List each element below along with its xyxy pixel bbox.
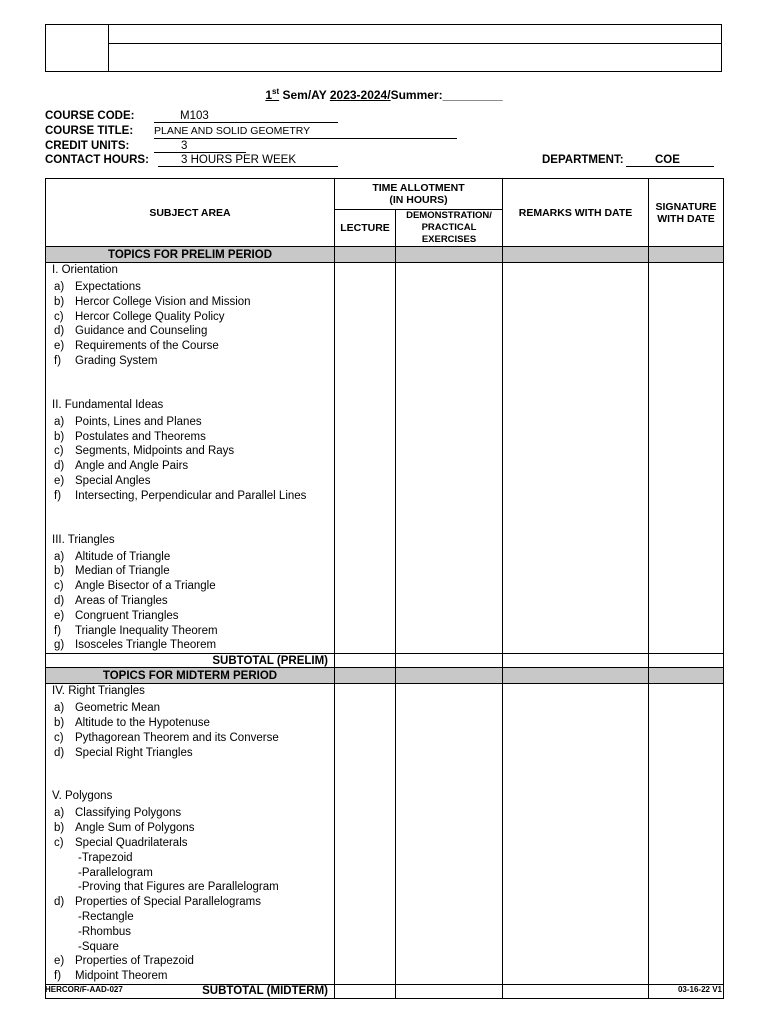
topic-letter: c) bbox=[54, 310, 64, 323]
topic-item bbox=[46, 836, 334, 851]
topic-item bbox=[46, 564, 334, 579]
topic-letter: e) bbox=[54, 609, 65, 622]
topic-text: Postulates and Theorems bbox=[75, 430, 206, 443]
topic-letter: d) bbox=[54, 746, 65, 759]
topic-item bbox=[46, 701, 334, 716]
topic-letter: a) bbox=[54, 550, 65, 563]
course-title-value: PLANE AND SOLID GEOMETRY bbox=[154, 125, 457, 139]
midterm-topics-cell bbox=[46, 684, 335, 985]
topic-letter: b) bbox=[54, 822, 65, 835]
time-allotment-header: TIME ALLOTMENT (IN HOURS) bbox=[335, 179, 503, 210]
topic-item bbox=[46, 579, 334, 594]
topic-letter: e) bbox=[54, 955, 65, 968]
topic-text: Altitude of Triangle bbox=[75, 550, 171, 563]
topic-text: Special Angles bbox=[75, 474, 151, 487]
subtopic-item: -Rectangle bbox=[78, 910, 134, 923]
topic-item bbox=[46, 550, 334, 565]
topic-text: Altitude to the Hypotenuse bbox=[75, 716, 210, 729]
topic-text: Congruent Triangles bbox=[75, 609, 179, 622]
topic-letter: d) bbox=[54, 325, 65, 338]
topic-text: Properties of Special Parallelograms bbox=[75, 896, 262, 909]
credit-units-value: 3 bbox=[154, 140, 246, 153]
contact-hours-value: 3 HOURS PER WEEK bbox=[158, 154, 338, 167]
subtopic-item: -Rhombus bbox=[78, 925, 132, 938]
topic-text: Special Right Triangles bbox=[75, 746, 193, 759]
topic-item bbox=[46, 354, 334, 369]
prelim-subtotal-row bbox=[46, 654, 724, 668]
department-label: DEPARTMENT: bbox=[542, 154, 624, 166]
topic-letter: d) bbox=[54, 460, 65, 473]
section-title: III. Triangles bbox=[52, 533, 115, 546]
department-value: COE bbox=[626, 154, 714, 167]
topic-text: Requirements of the Course bbox=[75, 340, 219, 353]
topic-text: Hercor College Vision and Mission bbox=[75, 295, 251, 308]
topic-item bbox=[46, 638, 334, 653]
section-title: V. Polygons bbox=[52, 790, 113, 803]
topic-letter: b) bbox=[54, 295, 65, 308]
topic-item bbox=[46, 280, 334, 295]
topic-item bbox=[46, 295, 334, 310]
subtopic-item: -Proving that Figures are Parallelogram bbox=[78, 881, 279, 894]
topic-letter: e) bbox=[54, 474, 65, 487]
topic-letter: d) bbox=[54, 896, 65, 909]
topic-item bbox=[46, 444, 334, 459]
subtopic-item: -Square bbox=[78, 940, 119, 953]
topic-letter: b) bbox=[54, 565, 65, 578]
contact-hours-label: CONTACT HOURS: bbox=[45, 154, 149, 166]
topic-letter: f) bbox=[54, 624, 62, 637]
topic-item bbox=[46, 474, 334, 489]
form-version: 03-16-22 V1 bbox=[677, 985, 722, 994]
signature-header: SIGNATURE WITH DATE bbox=[649, 179, 724, 247]
topic-item bbox=[46, 430, 334, 445]
topic-text: Median of Triangle bbox=[75, 565, 170, 578]
topic-letter: a) bbox=[54, 281, 65, 293]
topic-letter: b) bbox=[54, 716, 65, 729]
topic-item bbox=[46, 954, 334, 969]
topic-text: Geometric Mean bbox=[75, 702, 161, 715]
topic-text: Intersecting, Perpendicular and Parallel Lines bbox=[75, 489, 307, 502]
credit-units-label: CREDIT UNITS: bbox=[45, 140, 130, 152]
topic-text: Classifying Polygons bbox=[75, 807, 182, 820]
topic-letter: b) bbox=[54, 430, 65, 443]
topic-text: Areas of Triangles bbox=[75, 594, 168, 607]
midterm-subtotal-label: SUBTOTAL (MIDTERM) bbox=[46, 984, 335, 998]
topic-letter: a) bbox=[54, 702, 65, 715]
topic-text: Pythagorean Theorem and its Converse bbox=[75, 731, 279, 744]
topic-text: Midpoint Theorem bbox=[75, 970, 168, 983]
topic-text: Angle Bisector of a Triangle bbox=[75, 580, 216, 593]
logo-cell bbox=[46, 25, 109, 71]
topic-text: Segments, Midpoints and Rays bbox=[75, 445, 235, 458]
topic-item bbox=[46, 310, 334, 325]
topic-letter: d) bbox=[54, 594, 65, 607]
header-divider bbox=[108, 43, 721, 44]
topic-item bbox=[46, 489, 334, 504]
topic-item bbox=[46, 895, 334, 910]
topic-item bbox=[46, 459, 334, 474]
topic-letter: a) bbox=[54, 807, 65, 820]
topic-letter: e) bbox=[54, 340, 65, 353]
topic-letter: c) bbox=[54, 836, 64, 849]
topic-item bbox=[46, 716, 334, 731]
topic-text: Expectations bbox=[75, 281, 141, 293]
midterm-period-header: TOPICS FOR MIDTERM PERIOD bbox=[46, 668, 335, 684]
prelim-subtotal-label: SUBTOTAL (PRELIM) bbox=[46, 654, 335, 668]
course-title-label: COURSE TITLE: bbox=[45, 125, 134, 137]
lecture-header: LECTURE bbox=[335, 210, 396, 247]
remarks-header: REMARKS WITH DATE bbox=[503, 179, 649, 247]
topic-letter: c) bbox=[54, 580, 64, 593]
topic-letter: c) bbox=[54, 731, 64, 744]
section-title: II. Fundamental Ideas bbox=[52, 398, 164, 411]
topic-item bbox=[46, 339, 334, 354]
topic-text: Hercor College Quality Policy bbox=[75, 310, 225, 323]
midterm-period-row bbox=[46, 668, 724, 684]
prelim-period-row bbox=[46, 247, 724, 263]
course-code-label: COURSE CODE: bbox=[45, 110, 135, 122]
topic-item bbox=[46, 594, 334, 609]
topic-item bbox=[46, 746, 334, 761]
topic-letter: f) bbox=[54, 354, 62, 367]
midterm-subtotal-row bbox=[46, 984, 724, 998]
topic-text: Triangle Inequality Theorem bbox=[75, 624, 218, 637]
topic-text: Isosceles Triangle Theorem bbox=[75, 639, 217, 652]
topic-text: Special Quadrilaterals bbox=[75, 836, 188, 849]
prelim-period-header: TOPICS FOR PRELIM PERIOD bbox=[46, 247, 335, 263]
topic-item bbox=[46, 731, 334, 746]
topic-letter: c) bbox=[54, 445, 64, 458]
demonstration-header: DEMONSTRATION/ PRACTICAL EXERCISES bbox=[396, 210, 503, 247]
topic-text: Points, Lines and Planes bbox=[75, 415, 202, 428]
topic-item bbox=[46, 624, 334, 639]
topic-text: Guidance and Counseling bbox=[75, 325, 208, 338]
topic-letter: f) bbox=[54, 489, 62, 502]
section-title: IV. Right Triangles bbox=[52, 685, 145, 698]
topic-item bbox=[46, 821, 334, 836]
form-code: HERCOR/F-AAD-027 bbox=[45, 985, 123, 994]
course-monitoring-table bbox=[45, 178, 724, 999]
course-code-value: M103 bbox=[154, 110, 338, 123]
prelim-topics-row bbox=[46, 263, 724, 654]
topic-letter: g) bbox=[54, 639, 65, 652]
topic-item bbox=[46, 415, 334, 430]
topic-letter: f) bbox=[54, 970, 62, 983]
prelim-topics-cell bbox=[46, 263, 335, 654]
midterm-topics-row bbox=[46, 684, 724, 985]
topic-text: Grading System bbox=[75, 354, 158, 367]
semester-line: 1st Sem/AY 2023-2024/Summer:_________ bbox=[265, 87, 503, 102]
section-title: I. Orientation bbox=[52, 264, 118, 276]
form-header-box bbox=[45, 24, 722, 72]
topic-text: Properties of Trapezoid bbox=[75, 955, 194, 968]
topic-item bbox=[46, 806, 334, 821]
subtopic-item: -Trapezoid bbox=[78, 851, 133, 864]
topic-letter: a) bbox=[54, 415, 65, 428]
topic-item bbox=[46, 324, 334, 339]
topic-item bbox=[46, 609, 334, 624]
topic-item bbox=[46, 969, 334, 984]
topic-text: Angle Sum of Polygons bbox=[75, 822, 195, 835]
topic-text: Angle and Angle Pairs bbox=[75, 460, 189, 473]
subtopic-item: -Parallelogram bbox=[78, 866, 153, 879]
subject-area-header: SUBJECT AREA bbox=[46, 179, 335, 247]
